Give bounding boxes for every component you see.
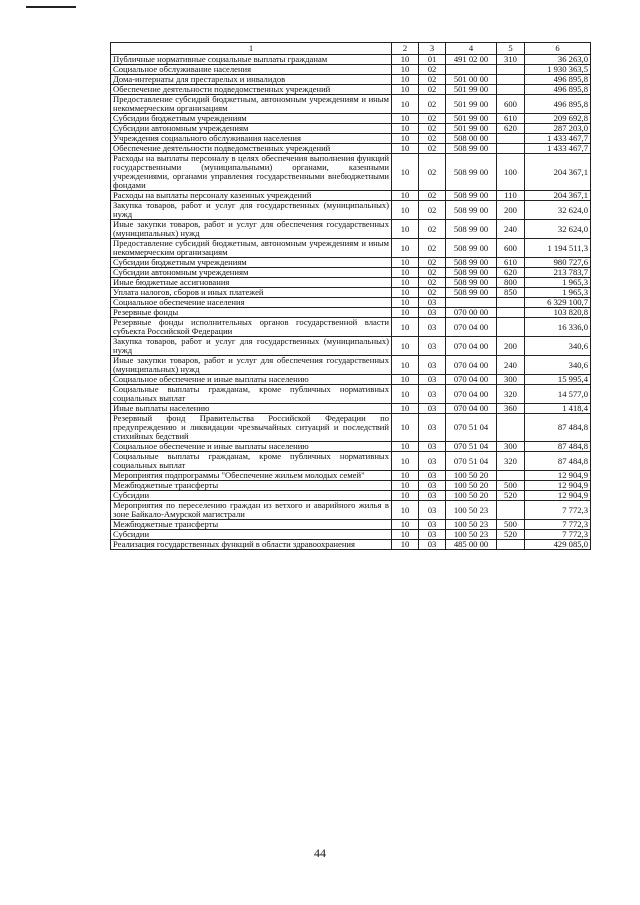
- target-article-cell: 501 99 00: [446, 85, 497, 95]
- amount-cell: 213 783,7: [525, 268, 591, 278]
- amount-cell: 1 965,3: [525, 288, 591, 298]
- section-cell: 10: [392, 278, 419, 288]
- section-cell: 10: [392, 258, 419, 268]
- expense-type-cell: 500: [497, 481, 525, 491]
- table-row: [111, 540, 591, 550]
- amount-cell: 16 336,0: [525, 318, 591, 337]
- amount-cell: 429 085,0: [525, 540, 591, 550]
- subsection-cell: 02: [419, 154, 446, 191]
- expense-type-cell: 110: [497, 191, 525, 201]
- expense-type-cell: 600: [497, 95, 525, 114]
- expense-type-cell: [497, 298, 525, 308]
- table-row: [111, 258, 591, 268]
- table-row: [111, 530, 591, 540]
- expense-type-cell: 310: [497, 55, 525, 65]
- amount-cell: 36 263,0: [525, 55, 591, 65]
- expense-type-cell: 600: [497, 239, 525, 258]
- header-cell-section: 2: [392, 43, 419, 55]
- target-article-cell: 100 50 20: [446, 471, 497, 481]
- subsection-cell: 03: [419, 520, 446, 530]
- name-cell: Резервные фонды исполнительных органов государственной власти субъекта Российской Федерации: [111, 318, 392, 337]
- budget-table: [110, 42, 591, 550]
- expense-type-cell: 320: [497, 452, 525, 471]
- subsection-cell: 03: [419, 356, 446, 375]
- target-article-cell: 070 00 00: [446, 308, 497, 318]
- subsection-cell: 03: [419, 481, 446, 491]
- table-body: [111, 55, 591, 550]
- expense-type-cell: 200: [497, 201, 525, 220]
- subsection-cell: 03: [419, 501, 446, 520]
- expense-type-cell: 300: [497, 375, 525, 385]
- amount-cell: 12 904,9: [525, 471, 591, 481]
- amount-cell: 103 820,8: [525, 308, 591, 318]
- subsection-cell: 02: [419, 114, 446, 124]
- target-article-cell: 501 99 00: [446, 95, 497, 114]
- name-cell: Субсидии бюджетным учреждениям: [111, 258, 392, 268]
- subsection-cell: 03: [419, 471, 446, 481]
- target-article-cell: 508 99 00: [446, 268, 497, 278]
- subsection-cell: 02: [419, 65, 446, 75]
- amount-cell: 7 772,3: [525, 520, 591, 530]
- amount-cell: 980 727,6: [525, 258, 591, 268]
- section-cell: 10: [392, 268, 419, 278]
- subsection-cell: 01: [419, 55, 446, 65]
- target-article-cell: 070 51 04: [446, 452, 497, 471]
- subsection-cell: 03: [419, 540, 446, 550]
- subsection-cell: 03: [419, 375, 446, 385]
- section-cell: 10: [392, 471, 419, 481]
- expense-type-cell: 200: [497, 337, 525, 356]
- amount-cell: 6 329 100,7: [525, 298, 591, 308]
- name-cell: Социальное обеспечение и иные выплаты населению: [111, 375, 392, 385]
- header-cell-name: 1: [111, 43, 392, 55]
- expense-type-cell: 360: [497, 404, 525, 414]
- table-row: [111, 95, 591, 114]
- subsection-cell: 02: [419, 258, 446, 268]
- subsection-cell: 03: [419, 385, 446, 404]
- section-cell: 10: [392, 385, 419, 404]
- subsection-cell: 02: [419, 95, 446, 114]
- target-article-cell: [446, 65, 497, 75]
- subsection-cell: 03: [419, 308, 446, 318]
- target-article-cell: 491 02 00: [446, 55, 497, 65]
- section-cell: 10: [392, 501, 419, 520]
- subsection-cell: 02: [419, 75, 446, 85]
- table-header: [111, 43, 591, 55]
- table-row: [111, 298, 591, 308]
- name-cell: Социальное обслуживание населения: [111, 65, 392, 75]
- section-cell: 10: [392, 356, 419, 375]
- section-cell: 10: [392, 452, 419, 471]
- name-cell: Мероприятия подпрограммы "Обеспечение жильем молодых семей": [111, 471, 392, 481]
- name-cell: Закупка товаров, работ и услуг для государственных (муниципальных) нужд: [111, 201, 392, 220]
- subsection-cell: 03: [419, 404, 446, 414]
- amount-cell: 12 904,9: [525, 491, 591, 501]
- amount-cell: 7 772,3: [525, 501, 591, 520]
- target-article-cell: 508 99 00: [446, 278, 497, 288]
- amount-cell: 12 904,9: [525, 481, 591, 491]
- subsection-cell: 02: [419, 124, 446, 134]
- name-cell: Иные закупки товаров, работ и услуг для обеспечения государственных (муниципальных) нужд: [111, 220, 392, 239]
- section-cell: 10: [392, 239, 419, 258]
- header-cell-target-article: 4: [446, 43, 497, 55]
- name-cell: Предоставление субсидий бюджетным, автономным учреждениям и иным некоммерческим организациям: [111, 239, 392, 258]
- expense-type-cell: 300: [497, 442, 525, 452]
- section-cell: 10: [392, 220, 419, 239]
- target-article-cell: 070 51 04: [446, 414, 497, 442]
- subsection-cell: 02: [419, 288, 446, 298]
- subsection-cell: 02: [419, 144, 446, 154]
- table-row: [111, 220, 591, 239]
- name-cell: Субсидии автономным учреждениям: [111, 268, 392, 278]
- expense-type-cell: 610: [497, 258, 525, 268]
- amount-cell: 209 692,8: [525, 114, 591, 124]
- target-article-cell: 070 04 00: [446, 337, 497, 356]
- table-row: [111, 239, 591, 258]
- amount-cell: 7 772,3: [525, 530, 591, 540]
- name-cell: Расходы на выплаты персоналу казенных учреждений: [111, 191, 392, 201]
- subsection-cell: 02: [419, 239, 446, 258]
- amount-cell: 1 418,4: [525, 404, 591, 414]
- subsection-cell: 03: [419, 452, 446, 471]
- amount-cell: 496 895,8: [525, 85, 591, 95]
- table-row: [111, 201, 591, 220]
- amount-cell: 340,6: [525, 356, 591, 375]
- header-cell-amount: 6: [525, 43, 591, 55]
- expense-type-cell: 620: [497, 268, 525, 278]
- expense-type-cell: 850: [497, 288, 525, 298]
- target-article-cell: 501 99 00: [446, 124, 497, 134]
- expense-type-cell: 240: [497, 356, 525, 375]
- name-cell: Мероприятия по переселению граждан из ветхого и аварийного жилья в зоне Байкало-Амурской магистрали: [111, 501, 392, 520]
- name-cell: Иные выплаты населению: [111, 404, 392, 414]
- name-cell: Предоставление субсидий бюджетным, автономным учреждениям и иным некоммерческим организациям: [111, 95, 392, 114]
- amount-cell: 496 895,8: [525, 75, 591, 85]
- header-row: [111, 43, 591, 55]
- target-article-cell: 070 04 00: [446, 385, 497, 404]
- section-cell: 10: [392, 144, 419, 154]
- expense-type-cell: 620: [497, 124, 525, 134]
- target-article-cell: 501 99 00: [446, 114, 497, 124]
- section-cell: 10: [392, 308, 419, 318]
- subsection-cell: 03: [419, 530, 446, 540]
- target-article-cell: 508 99 00: [446, 258, 497, 268]
- subsection-cell: 02: [419, 85, 446, 95]
- expense-type-cell: [497, 65, 525, 75]
- section-cell: 10: [392, 481, 419, 491]
- table-row: [111, 268, 591, 278]
- table-row: [111, 308, 591, 318]
- section-cell: 10: [392, 114, 419, 124]
- section-cell: 10: [392, 520, 419, 530]
- expense-type-cell: 240: [497, 220, 525, 239]
- target-article-cell: 100 50 20: [446, 481, 497, 491]
- table-row: [111, 65, 591, 75]
- table-row: [111, 501, 591, 520]
- table-row: [111, 154, 591, 191]
- target-article-cell: 508 99 00: [446, 154, 497, 191]
- section-cell: 10: [392, 318, 419, 337]
- amount-cell: 496 895,8: [525, 95, 591, 114]
- expense-type-cell: 800: [497, 278, 525, 288]
- section-cell: 10: [392, 191, 419, 201]
- amount-cell: 204 367,1: [525, 154, 591, 191]
- name-cell: Субсидии: [111, 530, 392, 540]
- header-cell-expense-type: 5: [497, 43, 525, 55]
- name-cell: Социальное обеспечение населения: [111, 298, 392, 308]
- expense-type-cell: [497, 318, 525, 337]
- target-article-cell: 508 99 00: [446, 288, 497, 298]
- table-row: [111, 75, 591, 85]
- table-row: [111, 318, 591, 337]
- section-cell: 10: [392, 154, 419, 191]
- subsection-cell: 02: [419, 268, 446, 278]
- target-article-cell: 070 04 00: [446, 404, 497, 414]
- target-article-cell: 501 00 00: [446, 75, 497, 85]
- section-cell: 10: [392, 75, 419, 85]
- table-row: [111, 452, 591, 471]
- target-article-cell: 100 50 23: [446, 520, 497, 530]
- table-row: [111, 442, 591, 452]
- table-row: [111, 278, 591, 288]
- name-cell: Дома-интернаты для престарелых и инвалидов: [111, 75, 392, 85]
- subsection-cell: 02: [419, 220, 446, 239]
- table-row: [111, 337, 591, 356]
- name-cell: Межбюджетные трансферты: [111, 481, 392, 491]
- table-row: [111, 114, 591, 124]
- name-cell: Реализация государственных функций в области здравоохранения: [111, 540, 392, 550]
- amount-cell: 32 624,0: [525, 220, 591, 239]
- table-row: [111, 55, 591, 65]
- amount-cell: 1 433 467,7: [525, 134, 591, 144]
- target-article-cell: 100 50 23: [446, 530, 497, 540]
- table-row: [111, 375, 591, 385]
- amount-cell: 340,6: [525, 337, 591, 356]
- amount-cell: 1 930 363,5: [525, 65, 591, 75]
- name-cell: Социальные выплаты гражданам, кроме публичных нормативных социальных выплат: [111, 385, 392, 404]
- name-cell: Обеспечение деятельности подведомственных учреждений: [111, 144, 392, 154]
- table-row: [111, 124, 591, 134]
- subsection-cell: 03: [419, 442, 446, 452]
- expense-type-cell: [497, 540, 525, 550]
- name-cell: Социальные выплаты гражданам, кроме публичных нормативных социальных выплат: [111, 452, 392, 471]
- name-cell: Субсидии автономным учреждениям: [111, 124, 392, 134]
- target-article-cell: 508 99 00: [446, 144, 497, 154]
- target-article-cell: 070 04 00: [446, 375, 497, 385]
- expense-type-cell: [497, 308, 525, 318]
- subsection-cell: 03: [419, 298, 446, 308]
- expense-type-cell: 520: [497, 491, 525, 501]
- section-cell: 10: [392, 530, 419, 540]
- name-cell: Межбюджетные трансферты: [111, 520, 392, 530]
- name-cell: Резервный фонд Правительства Российской Федерации по предупреждению и ликвидации чрезвычайных ситуаций и последствий стихийных бедствий: [111, 414, 392, 442]
- amount-cell: 1 194 511,3: [525, 239, 591, 258]
- expense-type-cell: [497, 471, 525, 481]
- target-article-cell: 070 51 04: [446, 442, 497, 452]
- section-cell: 10: [392, 491, 419, 501]
- target-article-cell: 100 50 20: [446, 491, 497, 501]
- header-cell-subsection: 3: [419, 43, 446, 55]
- table-row: [111, 404, 591, 414]
- subsection-cell: 02: [419, 201, 446, 220]
- expense-type-cell: [497, 144, 525, 154]
- amount-cell: 15 995,4: [525, 375, 591, 385]
- table-row: [111, 191, 591, 201]
- target-article-cell: [446, 298, 497, 308]
- name-cell: Уплата налогов, сборов и иных платежей: [111, 288, 392, 298]
- section-cell: 10: [392, 375, 419, 385]
- name-cell: Обеспечение деятельности подведомственных учреждений: [111, 85, 392, 95]
- expense-type-cell: 100: [497, 154, 525, 191]
- section-cell: 10: [392, 65, 419, 75]
- expense-type-cell: 500: [497, 520, 525, 530]
- section-cell: 10: [392, 540, 419, 550]
- expense-type-cell: [497, 75, 525, 85]
- section-cell: 10: [392, 337, 419, 356]
- name-cell: Публичные нормативные социальные выплаты гражданам: [111, 55, 392, 65]
- subsection-cell: 03: [419, 491, 446, 501]
- expense-type-cell: [497, 414, 525, 442]
- name-cell: Закупка товаров, работ и услуг для государственных (муниципальных) нужд: [111, 337, 392, 356]
- amount-cell: 1 433 467,7: [525, 144, 591, 154]
- subsection-cell: 03: [419, 414, 446, 442]
- target-article-cell: 070 04 00: [446, 356, 497, 375]
- table-row: [111, 288, 591, 298]
- amount-cell: 32 624,0: [525, 201, 591, 220]
- expense-type-cell: 610: [497, 114, 525, 124]
- expense-type-cell: [497, 134, 525, 144]
- section-cell: 10: [392, 85, 419, 95]
- table-row: [111, 471, 591, 481]
- page-number: 44: [314, 846, 326, 860]
- section-cell: 10: [392, 95, 419, 114]
- name-cell: Расходы на выплаты персоналу в целях обеспечения выполнения функций государственными (муниципальными) органами, казенными учреждениями, органами управления государственными внебюджетными фондами: [111, 154, 392, 191]
- table-row: [111, 134, 591, 144]
- section-cell: 10: [392, 442, 419, 452]
- amount-cell: 87 484,8: [525, 442, 591, 452]
- name-cell: Субсидии бюджетным учреждениям: [111, 114, 392, 124]
- amount-cell: 87 484,8: [525, 452, 591, 471]
- expense-type-cell: 520: [497, 530, 525, 540]
- subsection-cell: 03: [419, 318, 446, 337]
- section-cell: 10: [392, 414, 419, 442]
- subsection-cell: 02: [419, 191, 446, 201]
- table-row: [111, 144, 591, 154]
- section-cell: 10: [392, 124, 419, 134]
- target-article-cell: 508 99 00: [446, 220, 497, 239]
- table-row: [111, 85, 591, 95]
- amount-cell: 14 577,0: [525, 385, 591, 404]
- target-article-cell: 485 00 00: [446, 540, 497, 550]
- name-cell: Социальное обеспечение и иные выплаты населению: [111, 442, 392, 452]
- amount-cell: 287 203,0: [525, 124, 591, 134]
- section-cell: 10: [392, 55, 419, 65]
- table-row: [111, 414, 591, 442]
- subsection-cell: 03: [419, 337, 446, 356]
- name-cell: Учреждения социального обслуживания населения: [111, 134, 392, 144]
- expense-type-cell: [497, 501, 525, 520]
- name-cell: Субсидии: [111, 491, 392, 501]
- target-article-cell: 508 00 00: [446, 134, 497, 144]
- section-cell: 10: [392, 201, 419, 220]
- expense-type-cell: 320: [497, 385, 525, 404]
- table-row: [111, 520, 591, 530]
- table-row: [111, 481, 591, 491]
- expense-type-cell: [497, 85, 525, 95]
- section-cell: 10: [392, 134, 419, 144]
- subsection-cell: 02: [419, 278, 446, 288]
- target-article-cell: 100 50 23: [446, 501, 497, 520]
- table-row: [111, 356, 591, 375]
- section-cell: 10: [392, 288, 419, 298]
- section-cell: 10: [392, 298, 419, 308]
- table-row: [111, 385, 591, 404]
- name-cell: Резервные фонды: [111, 308, 392, 318]
- amount-cell: 1 965,3: [525, 278, 591, 288]
- table-row: [111, 491, 591, 501]
- target-article-cell: 508 99 00: [446, 239, 497, 258]
- corner-mark: [26, 6, 76, 8]
- target-article-cell: 508 99 00: [446, 191, 497, 201]
- name-cell: Иные бюджетные ассигнования: [111, 278, 392, 288]
- name-cell: Иные закупки товаров, работ и услуг для обеспечения государственных (муниципальных) нужд: [111, 356, 392, 375]
- target-article-cell: 508 99 00: [446, 201, 497, 220]
- section-cell: 10: [392, 404, 419, 414]
- target-article-cell: 070 04 00: [446, 318, 497, 337]
- subsection-cell: 02: [419, 134, 446, 144]
- amount-cell: 87 484,8: [525, 414, 591, 442]
- amount-cell: 204 367,1: [525, 191, 591, 201]
